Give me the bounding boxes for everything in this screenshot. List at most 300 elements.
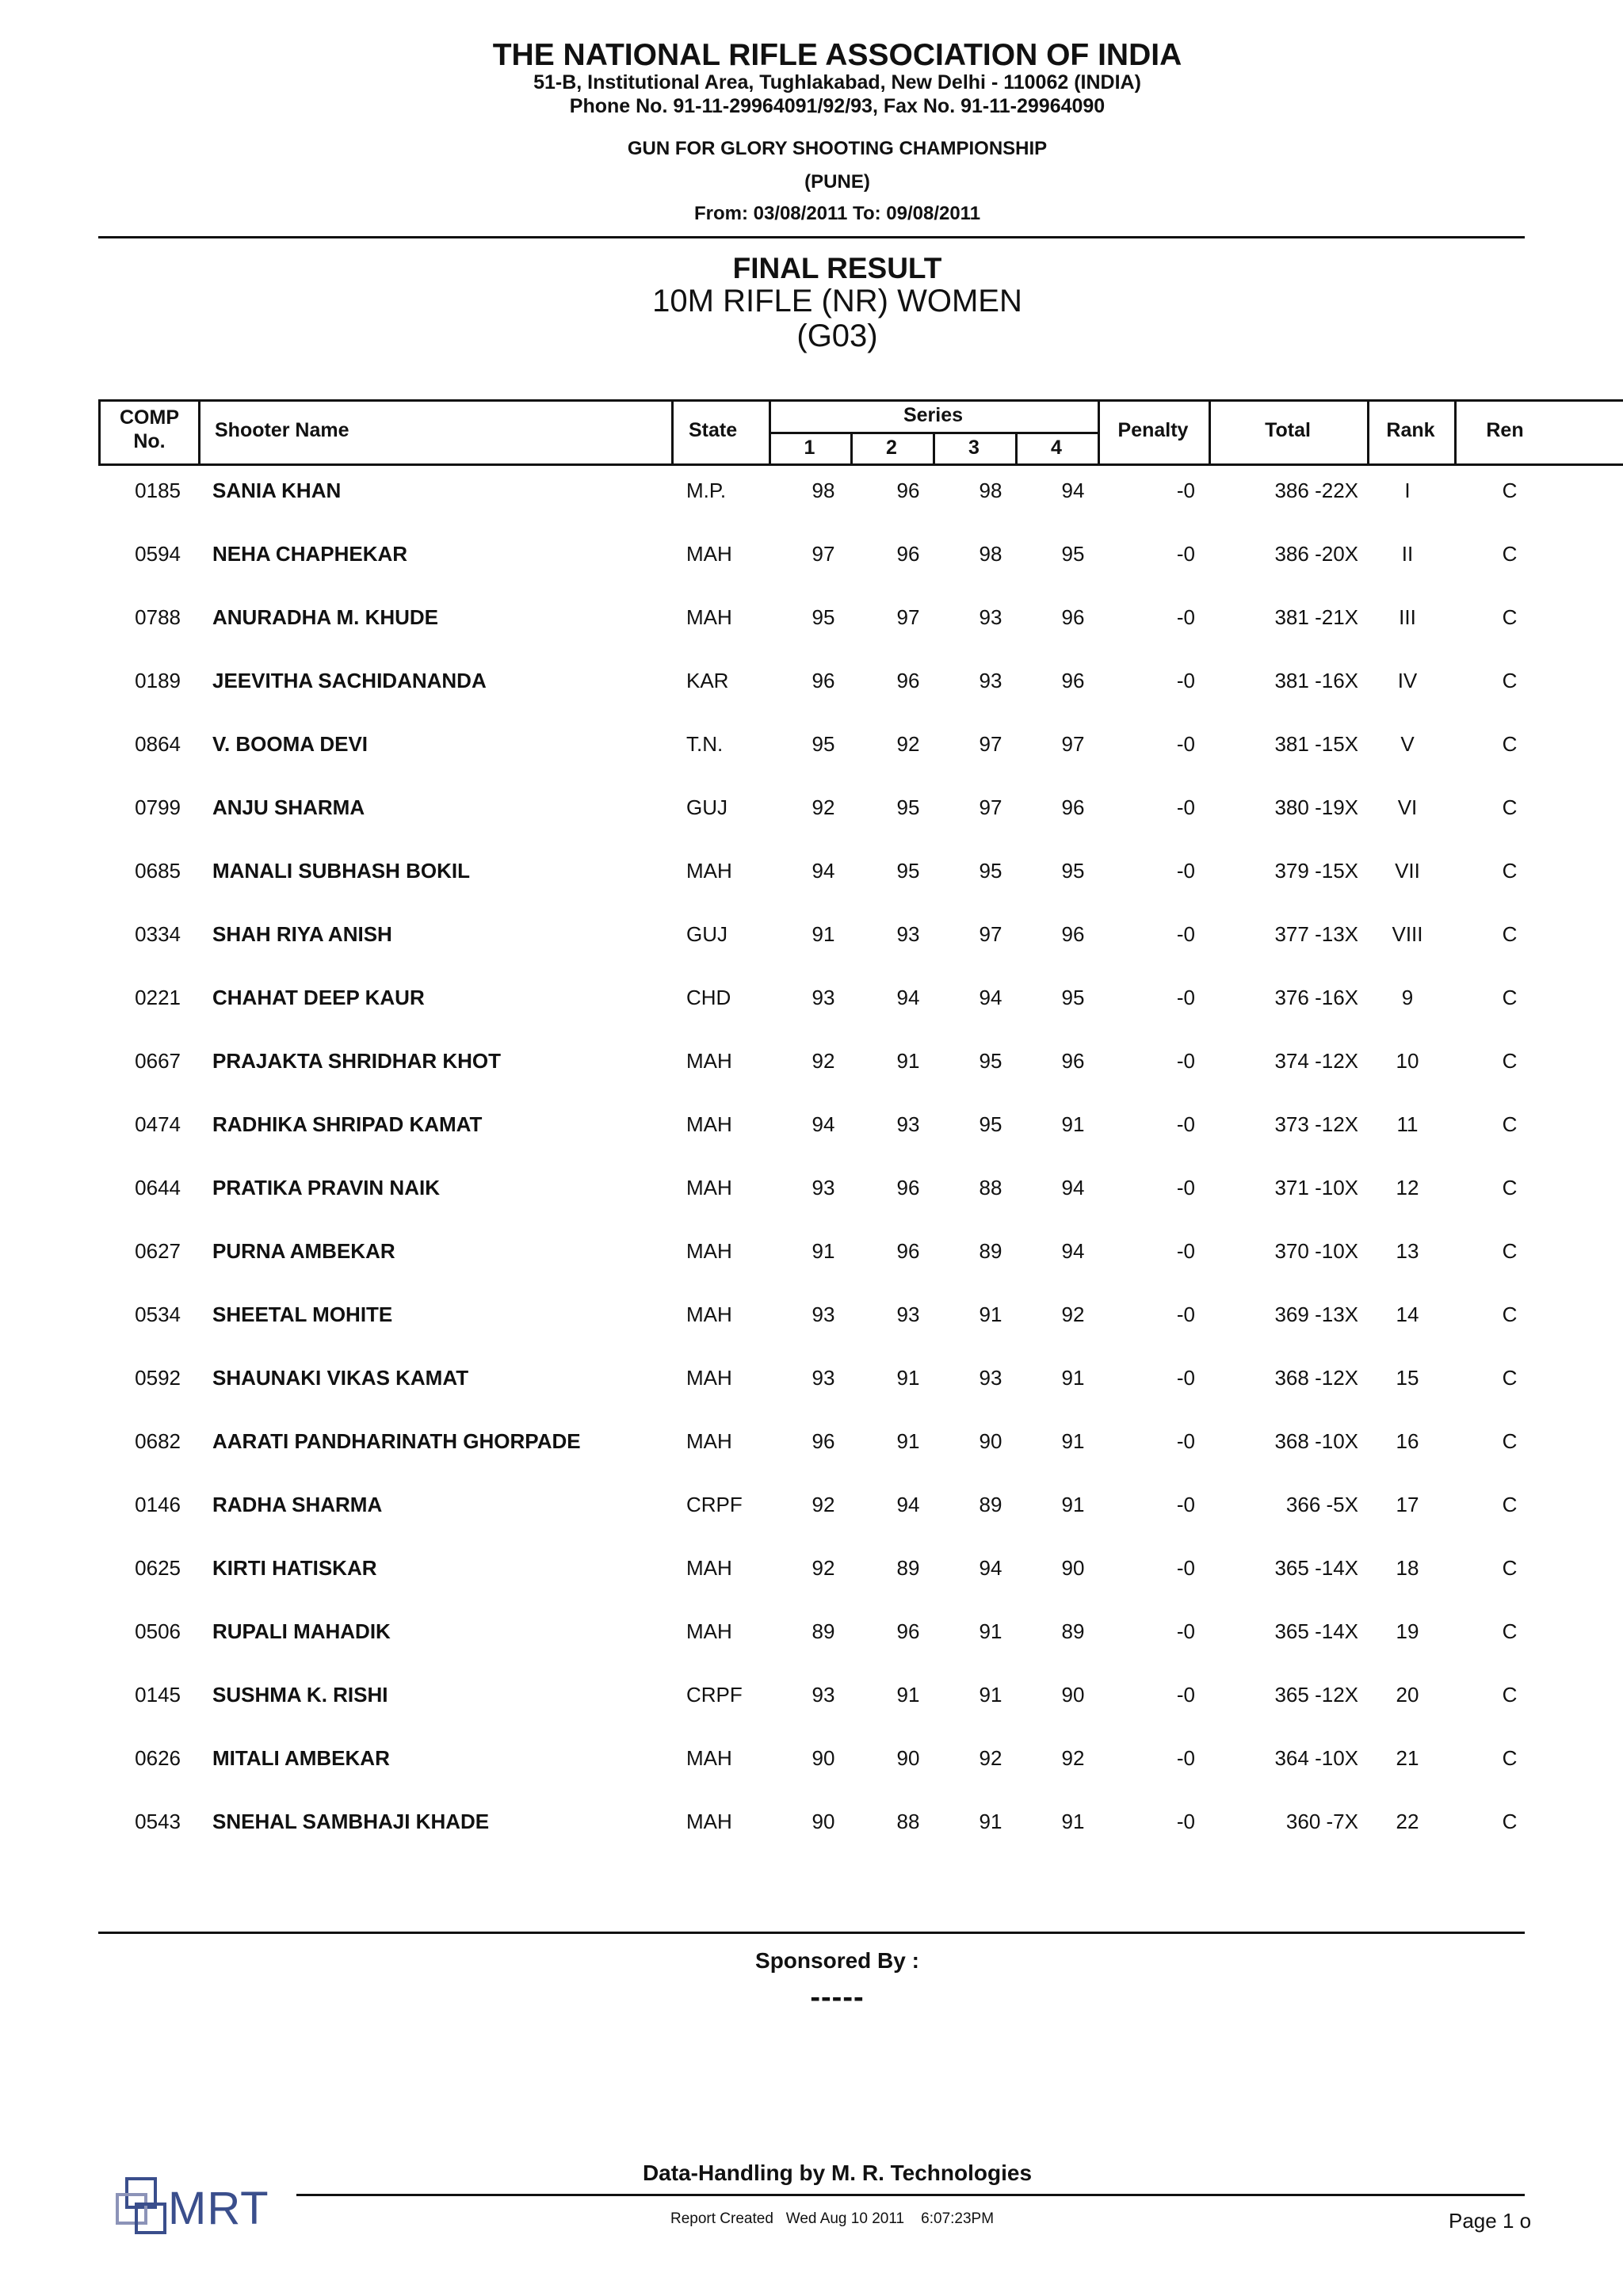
series-3-score: 89 (979, 1239, 1002, 1263)
comp-no: 0185 (135, 479, 181, 502)
total-score: 365 -14X (1274, 1556, 1358, 1580)
rank: V (1400, 732, 1415, 756)
series-1-score: 93 (812, 1683, 835, 1707)
total-score: 381 -15X (1274, 732, 1358, 756)
shooter-name: SHAH RIYA ANISH (212, 922, 392, 946)
penalty: -0 (1176, 1619, 1195, 1643)
remarks: C (1502, 859, 1518, 883)
table-row (0, 1302, 1623, 1366)
series-3-score: 98 (979, 479, 1002, 502)
table-row (0, 1366, 1623, 1429)
state: MAH (686, 1049, 732, 1073)
total-score: 374 -12X (1274, 1049, 1358, 1073)
event-name: 10M RIFLE (NR) WOMEN (652, 284, 1022, 318)
remarks: C (1502, 1239, 1518, 1263)
series-2-score: 91 (896, 1429, 920, 1453)
series-2-score: 96 (896, 542, 920, 566)
penalty: -0 (1176, 1810, 1195, 1833)
shooter-name: RUPALI MAHADIK (212, 1619, 391, 1643)
table-row (0, 859, 1623, 922)
remarks: C (1502, 1556, 1518, 1580)
total-score: 368 -12X (1274, 1366, 1358, 1390)
rank: 11 (1396, 1112, 1419, 1136)
state: CRPF (686, 1493, 743, 1516)
bottom-rule (296, 2194, 1525, 2196)
series-3-score: 91 (979, 1302, 1002, 1326)
comp-no: 0543 (135, 1810, 181, 1833)
shooter-name: PRATIKA PRAVIN NAIK (212, 1176, 440, 1199)
shooter-name: NEHA CHAPHEKAR (212, 542, 408, 566)
table-row (0, 669, 1623, 732)
remarks: C (1502, 669, 1518, 692)
rank: 22 (1396, 1810, 1419, 1833)
series-1-score: 94 (812, 859, 835, 883)
mrt-logo (114, 2176, 296, 2244)
penalty: -0 (1176, 1049, 1195, 1073)
series-4-score: 91 (1061, 1112, 1085, 1136)
series-3-score: 93 (979, 605, 1002, 629)
sponsored-by-label: Sponsored By : (755, 1948, 919, 1973)
series-2-score: 96 (896, 1239, 920, 1263)
shooter-name: CHAHAT DEEP KAUR (212, 986, 425, 1009)
series-2-score: 96 (896, 669, 920, 692)
shooter-name: SHAUNAKI VIKAS KAMAT (212, 1366, 469, 1390)
state: MAH (686, 859, 732, 883)
comp-no: 0189 (135, 669, 181, 692)
total-score: 369 -13X (1274, 1302, 1358, 1326)
remarks: C (1502, 1112, 1518, 1136)
remarks: C (1502, 1683, 1518, 1707)
series-4-score: 90 (1061, 1683, 1085, 1707)
page-number: Page 1 o (1449, 2209, 1532, 2233)
state: MAH (686, 605, 732, 629)
col-header-comp: COMP (120, 406, 179, 429)
series-3-score: 95 (979, 1049, 1002, 1073)
state: MAH (686, 1239, 732, 1263)
state: CHD (686, 986, 731, 1009)
comp-no: 0864 (135, 732, 181, 756)
rank: 19 (1396, 1619, 1419, 1643)
state: GUJ (686, 922, 727, 946)
remarks: C (1502, 732, 1518, 756)
report-created: Report Created Wed Aug 10 2011 6:07:23PM (670, 2210, 995, 2227)
shooter-name: PURNA AMBEKAR (212, 1239, 395, 1263)
table-row (0, 922, 1623, 986)
series-2-score: 97 (896, 605, 920, 629)
series-1-score: 92 (812, 1556, 835, 1580)
comp-no: 0644 (135, 1176, 181, 1199)
series-4-score: 95 (1061, 986, 1085, 1009)
col-header-series-1: 1 (804, 437, 815, 459)
shooter-name: SHEETAL MOHITE (212, 1302, 393, 1326)
remarks: C (1502, 1049, 1518, 1073)
series-1-score: 97 (812, 542, 835, 566)
comp-no: 0506 (135, 1619, 181, 1643)
shooter-name: AARATI PANDHARINATH GHORPADE (212, 1429, 581, 1453)
rank: 10 (1396, 1049, 1419, 1073)
table-header (98, 399, 1623, 466)
remarks: C (1502, 542, 1518, 566)
table-row (0, 1429, 1623, 1493)
comp-no: 0788 (135, 605, 181, 629)
series-2-score: 93 (896, 1302, 920, 1326)
series-1-score: 92 (812, 1493, 835, 1516)
table-row (0, 1239, 1623, 1302)
shooter-name: V. BOOMA DEVI (212, 732, 369, 756)
comp-no: 0474 (135, 1112, 181, 1136)
series-3-score: 97 (979, 922, 1002, 946)
col-divider (671, 402, 674, 466)
state: MAH (686, 1746, 732, 1770)
col-header-total: Total (1265, 419, 1311, 441)
series-4-score: 94 (1061, 1176, 1085, 1199)
total-score: 366 -5X (1285, 1493, 1358, 1516)
series-3-score: 88 (979, 1176, 1002, 1199)
penalty: -0 (1176, 795, 1195, 819)
championship-dates: From: 03/08/2011 To: 09/08/2011 (693, 203, 981, 224)
shooter-name: MITALI AMBEKAR (212, 1746, 390, 1770)
series-3-score: 91 (979, 1683, 1002, 1707)
table-row (0, 1746, 1623, 1810)
series-2-score: 93 (896, 922, 920, 946)
mrt-logo-icon (114, 2176, 170, 2244)
total-score: 381 -16X (1274, 669, 1358, 692)
remarks: C (1502, 1493, 1518, 1516)
comp-no: 0685 (135, 859, 181, 883)
comp-no: 0592 (135, 1366, 181, 1390)
penalty: -0 (1176, 542, 1195, 566)
result-title: FINAL RESULT (732, 252, 942, 284)
penalty: -0 (1176, 1683, 1195, 1707)
state: MAH (686, 1429, 732, 1453)
series-1-score: 91 (812, 922, 835, 946)
comp-no: 0626 (135, 1746, 181, 1770)
series-2-score: 96 (896, 479, 920, 502)
comp-no: 0534 (135, 1302, 181, 1326)
comp-no: 0334 (135, 922, 181, 946)
state: GUJ (686, 795, 727, 819)
series-4-score: 91 (1061, 1429, 1085, 1453)
col-header-penalty: Penalty (1117, 419, 1189, 441)
comp-no: 0799 (135, 795, 181, 819)
comp-no: 0594 (135, 542, 181, 566)
penalty: -0 (1176, 669, 1195, 692)
series-3-score: 97 (979, 795, 1002, 819)
data-handling-credit: Data-Handling by M. R. Technologies (642, 2161, 1033, 2185)
rank: 14 (1396, 1302, 1419, 1326)
sponsor-value: ----- (810, 1981, 865, 2014)
remarks: C (1502, 1810, 1518, 1833)
series-3-score: 94 (979, 986, 1002, 1009)
col-header-rank: Rank (1386, 419, 1435, 441)
shooter-name: JEEVITHA SACHIDANANDA (212, 669, 487, 692)
series-4-score: 96 (1061, 605, 1085, 629)
shooter-name: ANJU SHARMA (212, 795, 365, 819)
series-4-score: 91 (1061, 1366, 1085, 1390)
state: M.P. (686, 479, 727, 502)
series-3-score: 95 (979, 859, 1002, 883)
org-title: THE NATIONAL RIFLE ASSOCIATION OF INDIA (492, 38, 1182, 72)
penalty: -0 (1176, 1746, 1195, 1770)
series-4-score: 91 (1061, 1493, 1085, 1516)
comp-no: 0221 (135, 986, 181, 1009)
series-3-score: 94 (979, 1556, 1002, 1580)
col-header-series-4: 4 (1051, 437, 1062, 459)
championship-city: (PUNE) (804, 171, 870, 193)
penalty: -0 (1176, 922, 1195, 946)
shooter-name: SUSHMA K. RISHI (212, 1683, 388, 1707)
series-2-score: 94 (896, 1493, 920, 1516)
col-divider (198, 402, 200, 466)
series-2-score: 91 (896, 1683, 920, 1707)
table-row (0, 605, 1623, 669)
footer-divider (98, 1932, 1525, 1934)
series-1-score: 92 (812, 795, 835, 819)
header-divider (98, 236, 1525, 238)
total-score: 365 -12X (1274, 1683, 1358, 1707)
penalty: -0 (1176, 1176, 1195, 1199)
col-header-comp-no: No. (133, 430, 166, 452)
total-score: 380 -19X (1274, 795, 1358, 819)
col-header-series: Series (903, 404, 964, 426)
state: MAH (686, 1556, 732, 1580)
total-score: 368 -10X (1274, 1429, 1358, 1453)
shooter-name: ANURADHA M. KHUDE (212, 605, 439, 629)
state: MAH (686, 1366, 732, 1390)
penalty: -0 (1176, 859, 1195, 883)
series-3-score: 97 (979, 732, 1002, 756)
comp-no: 0627 (135, 1239, 181, 1263)
series-2-score: 89 (896, 1556, 920, 1580)
series-2-score: 91 (896, 1049, 920, 1073)
state: MAH (686, 1302, 732, 1326)
series-2-score: 92 (896, 732, 920, 756)
rank: 17 (1396, 1493, 1419, 1516)
state: MAH (686, 1112, 732, 1136)
col-header-series-3: 3 (968, 437, 980, 459)
rank: IV (1397, 669, 1418, 692)
penalty: -0 (1176, 1366, 1195, 1390)
series-4-score: 96 (1061, 1049, 1085, 1073)
series-1-score: 96 (812, 1429, 835, 1453)
penalty: -0 (1176, 1239, 1195, 1263)
rank: VII (1395, 859, 1420, 883)
comp-no: 0682 (135, 1429, 181, 1453)
series-1-score: 93 (812, 1302, 835, 1326)
series-3-score: 89 (979, 1493, 1002, 1516)
series-1-score: 94 (812, 1112, 835, 1136)
series-3-score: 98 (979, 542, 1002, 566)
total-score: 360 -7X (1285, 1810, 1358, 1833)
col-divider (1454, 402, 1457, 466)
series-1-score: 96 (812, 669, 835, 692)
series-4-score: 89 (1061, 1619, 1085, 1643)
shooter-name: SNEHAL SAMBHAJI KHADE (212, 1810, 490, 1833)
penalty: -0 (1176, 1302, 1195, 1326)
series-2-score: 93 (896, 1112, 920, 1136)
series-1-score: 93 (812, 986, 835, 1009)
total-score: 386 -20X (1274, 542, 1358, 566)
rank: I (1404, 479, 1411, 502)
remarks: C (1502, 795, 1518, 819)
state: CRPF (686, 1683, 743, 1707)
remarks: C (1502, 1302, 1518, 1326)
table-row (0, 1493, 1623, 1556)
series-4-score: 92 (1061, 1302, 1085, 1326)
rank: VI (1397, 795, 1418, 819)
shooter-name: RADHA SHARMA (212, 1493, 383, 1516)
total-score: 386 -22X (1274, 479, 1358, 502)
series-3-score: 91 (979, 1619, 1002, 1643)
championship-name: GUN FOR GLORY SHOOTING CHAMPIONSHIP (627, 138, 1048, 159)
rank: 12 (1396, 1176, 1419, 1199)
series-2-score: 94 (896, 986, 920, 1009)
total-score: 373 -12X (1274, 1112, 1358, 1136)
series-1-score: 98 (812, 479, 835, 502)
series-1-score: 95 (812, 605, 835, 629)
series-1-score: 93 (812, 1176, 835, 1199)
series-2-score: 91 (896, 1366, 920, 1390)
series-2-score: 90 (896, 1746, 920, 1770)
penalty: -0 (1176, 732, 1195, 756)
series-4-score: 92 (1061, 1746, 1085, 1770)
penalty: -0 (1176, 1556, 1195, 1580)
penalty: -0 (1176, 986, 1195, 1009)
shooter-name: RADHIKA SHRIPAD KAMAT (212, 1112, 483, 1136)
table-row (0, 1619, 1623, 1683)
total-score: 379 -15X (1274, 859, 1358, 883)
mrt-logo-text: MRT (168, 2183, 269, 2234)
shooter-name: KIRTI HATISKAR (212, 1556, 377, 1580)
table-row (0, 542, 1623, 605)
table-row (0, 479, 1623, 542)
state: T.N. (686, 732, 724, 756)
state: MAH (686, 1810, 732, 1833)
comp-no: 0625 (135, 1556, 181, 1580)
rank: 9 (1401, 986, 1414, 1009)
remarks: C (1502, 1746, 1518, 1770)
rank: VIII (1392, 922, 1423, 946)
remarks: C (1502, 1429, 1518, 1453)
rank: 15 (1396, 1366, 1419, 1390)
series-4-score: 94 (1061, 479, 1085, 502)
total-score: 370 -10X (1274, 1239, 1358, 1263)
penalty: -0 (1176, 605, 1195, 629)
series-1-score: 92 (812, 1049, 835, 1073)
org-phone-fax: Phone No. 91-11-29964091/92/93, Fax No. 91-11-29964090 (569, 95, 1106, 117)
total-score: 364 -10X (1274, 1746, 1358, 1770)
series-2-score: 96 (896, 1619, 920, 1643)
rank: 18 (1396, 1556, 1419, 1580)
remarks: C (1502, 605, 1518, 629)
remarks: C (1502, 479, 1518, 502)
state: MAH (686, 1176, 732, 1199)
series-1-score: 93 (812, 1366, 835, 1390)
col-header-name: Shooter Name (215, 419, 349, 441)
total-score: 376 -16X (1274, 986, 1358, 1009)
state: MAH (686, 1619, 732, 1643)
penalty: -0 (1176, 1112, 1195, 1136)
series-2-score: 88 (896, 1810, 920, 1833)
series-4-score: 94 (1061, 1239, 1085, 1263)
series-4-score: 95 (1061, 542, 1085, 566)
penalty: -0 (1176, 1429, 1195, 1453)
penalty: -0 (1176, 1493, 1195, 1516)
comp-no: 0667 (135, 1049, 181, 1073)
remarks: C (1502, 922, 1518, 946)
rank: 21 (1396, 1746, 1419, 1770)
comp-no: 0145 (135, 1683, 181, 1707)
series-4-score: 96 (1061, 669, 1085, 692)
rank: 20 (1396, 1683, 1419, 1707)
rank: II (1401, 542, 1414, 566)
table-row (0, 795, 1623, 859)
shooter-name: MANALI SUBHASH BOKIL (212, 859, 470, 883)
penalty: -0 (1176, 479, 1195, 502)
state: KAR (686, 669, 729, 692)
series-1-score: 89 (812, 1619, 835, 1643)
shooter-name: SANIA KHAN (212, 479, 342, 502)
col-header-remarks: Ren (1486, 419, 1524, 441)
rank: 16 (1396, 1429, 1419, 1453)
shooter-name: PRAJAKTA SHRIDHAR KHOT (212, 1049, 501, 1073)
org-address: 51-B, Institutional Area, Tughlakabad, New Delhi - 110062 (INDIA) (533, 71, 1141, 93)
remarks: C (1502, 986, 1518, 1009)
state: MAH (686, 542, 732, 566)
comp-no: 0146 (135, 1493, 181, 1516)
col-header-series-2: 2 (886, 437, 897, 459)
rank: 13 (1396, 1239, 1419, 1263)
series-4-score: 90 (1061, 1556, 1085, 1580)
total-score: 371 -10X (1274, 1176, 1358, 1199)
series-4-score: 96 (1061, 795, 1085, 819)
series-4-score: 95 (1061, 859, 1085, 883)
total-score: 381 -21X (1274, 605, 1358, 629)
remarks: C (1502, 1366, 1518, 1390)
table-row (0, 1049, 1623, 1112)
series-2-score: 96 (896, 1176, 920, 1199)
total-score: 377 -13X (1274, 922, 1358, 946)
table-row (0, 1556, 1623, 1619)
rank: III (1399, 605, 1416, 629)
remarks: C (1502, 1176, 1518, 1199)
series-1-score: 90 (812, 1810, 835, 1833)
series-3-score: 90 (979, 1429, 1002, 1453)
series-4-score: 97 (1061, 732, 1085, 756)
total-score: 365 -14X (1274, 1619, 1358, 1643)
series-4-score: 96 (1061, 922, 1085, 946)
series-3-score: 93 (979, 669, 1002, 692)
table-row (0, 1810, 1623, 1873)
series-1-score: 91 (812, 1239, 835, 1263)
table-row (0, 1683, 1623, 1746)
series-2-score: 95 (896, 859, 920, 883)
remarks: C (1502, 1619, 1518, 1643)
table-row (0, 732, 1623, 795)
series-3-score: 92 (979, 1746, 1002, 1770)
series-2-score: 95 (896, 795, 920, 819)
table-row (0, 1176, 1623, 1239)
event-code: (G03) (796, 318, 878, 353)
col-header-state: State (689, 419, 738, 441)
table-row (0, 986, 1623, 1049)
series-1-score: 95 (812, 732, 835, 756)
series-3-score: 95 (979, 1112, 1002, 1136)
table-row (0, 1112, 1623, 1176)
series-4-score: 91 (1061, 1810, 1085, 1833)
series-1-score: 90 (812, 1746, 835, 1770)
series-3-score: 91 (979, 1810, 1002, 1833)
